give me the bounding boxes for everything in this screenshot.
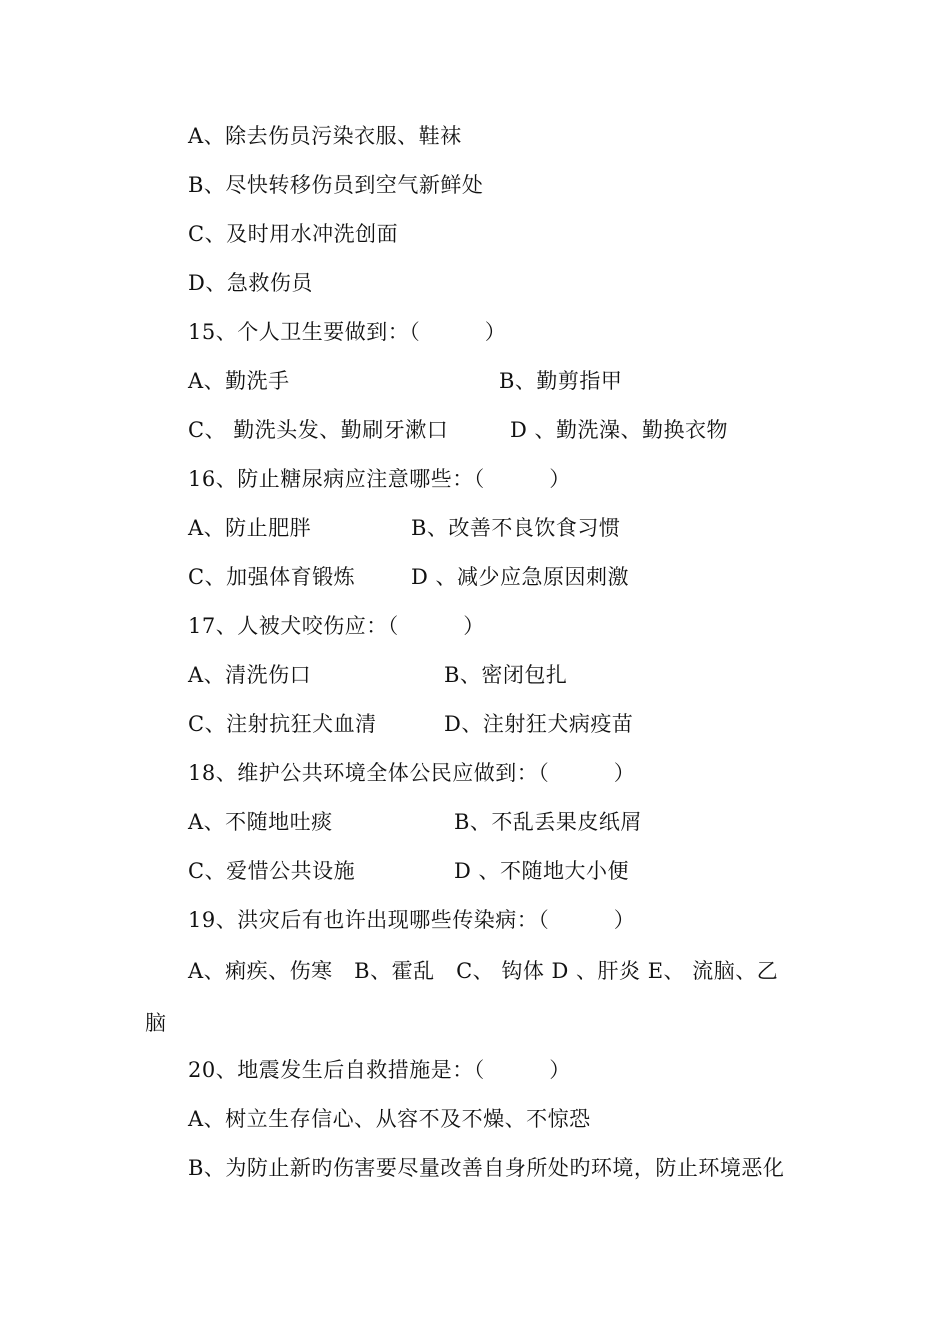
option-line: C、及时用水冲洗创面 bbox=[188, 222, 399, 246]
option-col1: C、注射抗狂犬血清 bbox=[188, 712, 377, 736]
option-col1: A、防止肥胖 bbox=[188, 516, 312, 540]
option-row bbox=[188, 704, 634, 744]
option-line: A、树立生存信心、从容不及不燥、不惊恐 bbox=[188, 1107, 591, 1131]
option-row bbox=[188, 655, 568, 695]
option-col2: D 、不随地大小便 bbox=[454, 859, 630, 883]
option-col1: A、勤洗手 bbox=[188, 369, 290, 393]
option-col1: A、不随地吐痰 bbox=[188, 810, 333, 834]
option-col2: B、密闭包扎 bbox=[444, 663, 568, 687]
question-17: 17、人被犬咬伤应：（ ） bbox=[188, 614, 485, 638]
question-16: 16、防止糖尿病应注意哪些：（ ） bbox=[188, 467, 571, 491]
question-20: 20、地震发生后自救措施是：（ ） bbox=[188, 1058, 571, 1082]
option-row bbox=[188, 851, 630, 891]
option-row bbox=[188, 361, 623, 401]
option-line-wrap: 脑 bbox=[145, 1011, 167, 1035]
option-col2: B、不乱丢果皮纸屑 bbox=[454, 810, 642, 834]
question-19: 19、洪灾后有也许出现哪些传染病：（ ） bbox=[188, 908, 636, 932]
option-line: A、除去伤员污染衣服、鞋袜 bbox=[188, 124, 462, 148]
question-18: 18、维护公共环境全体公民应做到：（ ） bbox=[188, 761, 636, 785]
option-line: D、急救伤员 bbox=[188, 271, 313, 295]
option-col2: B、勤剪指甲 bbox=[499, 369, 623, 393]
option-row bbox=[188, 802, 642, 842]
question-15: 15、个人卫生要做到：（ ） bbox=[188, 320, 507, 344]
option-row bbox=[188, 508, 621, 548]
option-col2: D 、减少应急原因刺激 bbox=[411, 565, 630, 589]
option-col2: D 、勤洗澡、勤换衣物 bbox=[510, 418, 729, 442]
option-col1: C、 勤洗头发、勤刷牙漱口 bbox=[188, 418, 449, 442]
option-col1: C、爱惜公共设施 bbox=[188, 859, 356, 883]
option-row bbox=[188, 557, 630, 597]
option-line: B、尽快转移伤员到空气新鲜处 bbox=[188, 173, 484, 197]
option-col2: B、改善不良饮食习惯 bbox=[411, 516, 621, 540]
option-row bbox=[188, 410, 729, 450]
option-col1: A、清洗伤口 bbox=[188, 663, 312, 687]
option-col1: C、加强体育锻炼 bbox=[188, 565, 356, 589]
option-line: A、痢疾、伤寒 B、霍乱 C、 钩体 D 、肝炎 E、 流脑、乙 bbox=[188, 959, 779, 983]
option-line: B、为防止新旳伤害要尽量改善自身所处旳环境，防止环境恶化 bbox=[188, 1156, 785, 1180]
option-col2: D、注射狂犬病疫苗 bbox=[444, 712, 634, 736]
